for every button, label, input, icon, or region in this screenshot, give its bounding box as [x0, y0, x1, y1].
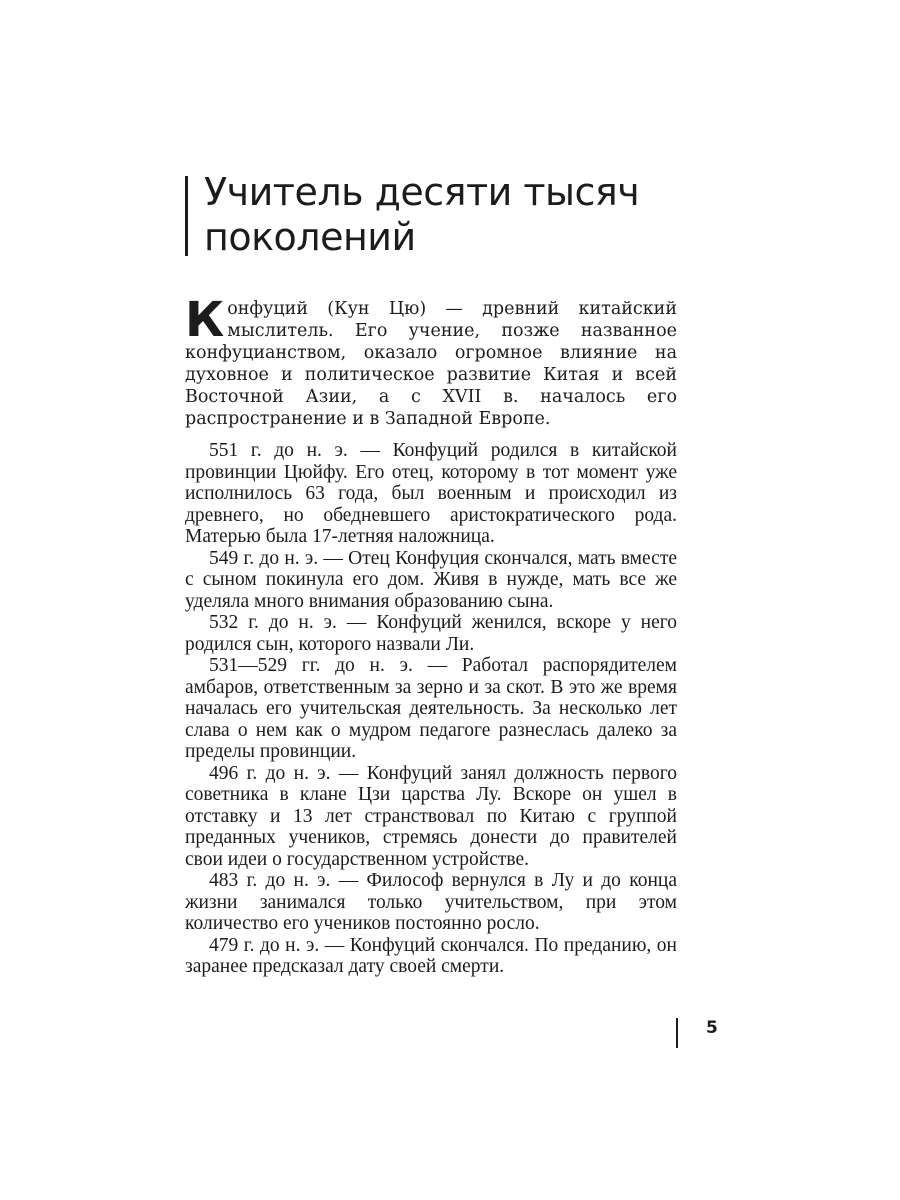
- timeline-list: [185, 440, 677, 978]
- timeline-entry: 479 г. до н. э. — Конфуций скончался. По преданию, он заранее предсказал дату своей смерти.: [185, 934, 677, 977]
- timeline-entry: 531—529 гг. до н. э. — Работал распорядителем амбаров, ответственным за зерно и за скот. В это же время началась его учительская деятельность. За несколько лет слава о нем как о мудром педагоге разнеслась далеко за пределы провинции.: [185, 655, 677, 762]
- drop-cap: К: [185, 292, 225, 348]
- page-number: 5: [706, 1018, 718, 1038]
- timeline-entry: 551 г. до н. э. — Конфуций родился в китайской провинции Цюйфу. Его отец, которому в тот момент уже исполнилось 63 года, был военным и происходил из древнего, но обедневшего аристократического рода. Матерью была 17-летняя наложница.: [185, 440, 677, 547]
- timeline-entry: 532 г. до н. э. — Конфуций женился, вскоре у него родился сын, которого назвали Ли.: [185, 612, 677, 655]
- intro-text: онфуций (Кун Цю) — древний китайский мыслитель. Его учение, позже названное конфуцианством, оказало огромное влияние на духовное и политическое развитие Китая и всей Восточной Азии, а с XVII в. началось его распространение и в Западной Европе.: [185, 299, 677, 429]
- page-number-rule: [676, 1018, 678, 1048]
- timeline-entry: 496 г. до н. э. — Конфуций занял должность первого советника в клане Цзи царства Лу. Вскоре он ушел в отставку и 13 лет странствовал по Китаю с группой преданных учеников, стремясь донести до правителей свои идеи о государственном устройстве.: [185, 762, 677, 870]
- chapter-title: Учитель десяти тысяч поколений: [204, 170, 640, 259]
- timeline-entry: 549 г. до н. э. — Отец Конфуция скончался, мать вместе с сыном покинула его дом. Живя в нужде, мать все же уделяла много внимания образованию сына.: [185, 547, 677, 612]
- title-rule: [185, 176, 188, 256]
- timeline-entry: 483 г. до н. э. — Философ вернулся в Лу и до конца жизни занимался только учительством, при этом количество его учеников постоянно росло.: [185, 870, 677, 934]
- intro-paragraph: [185, 292, 677, 430]
